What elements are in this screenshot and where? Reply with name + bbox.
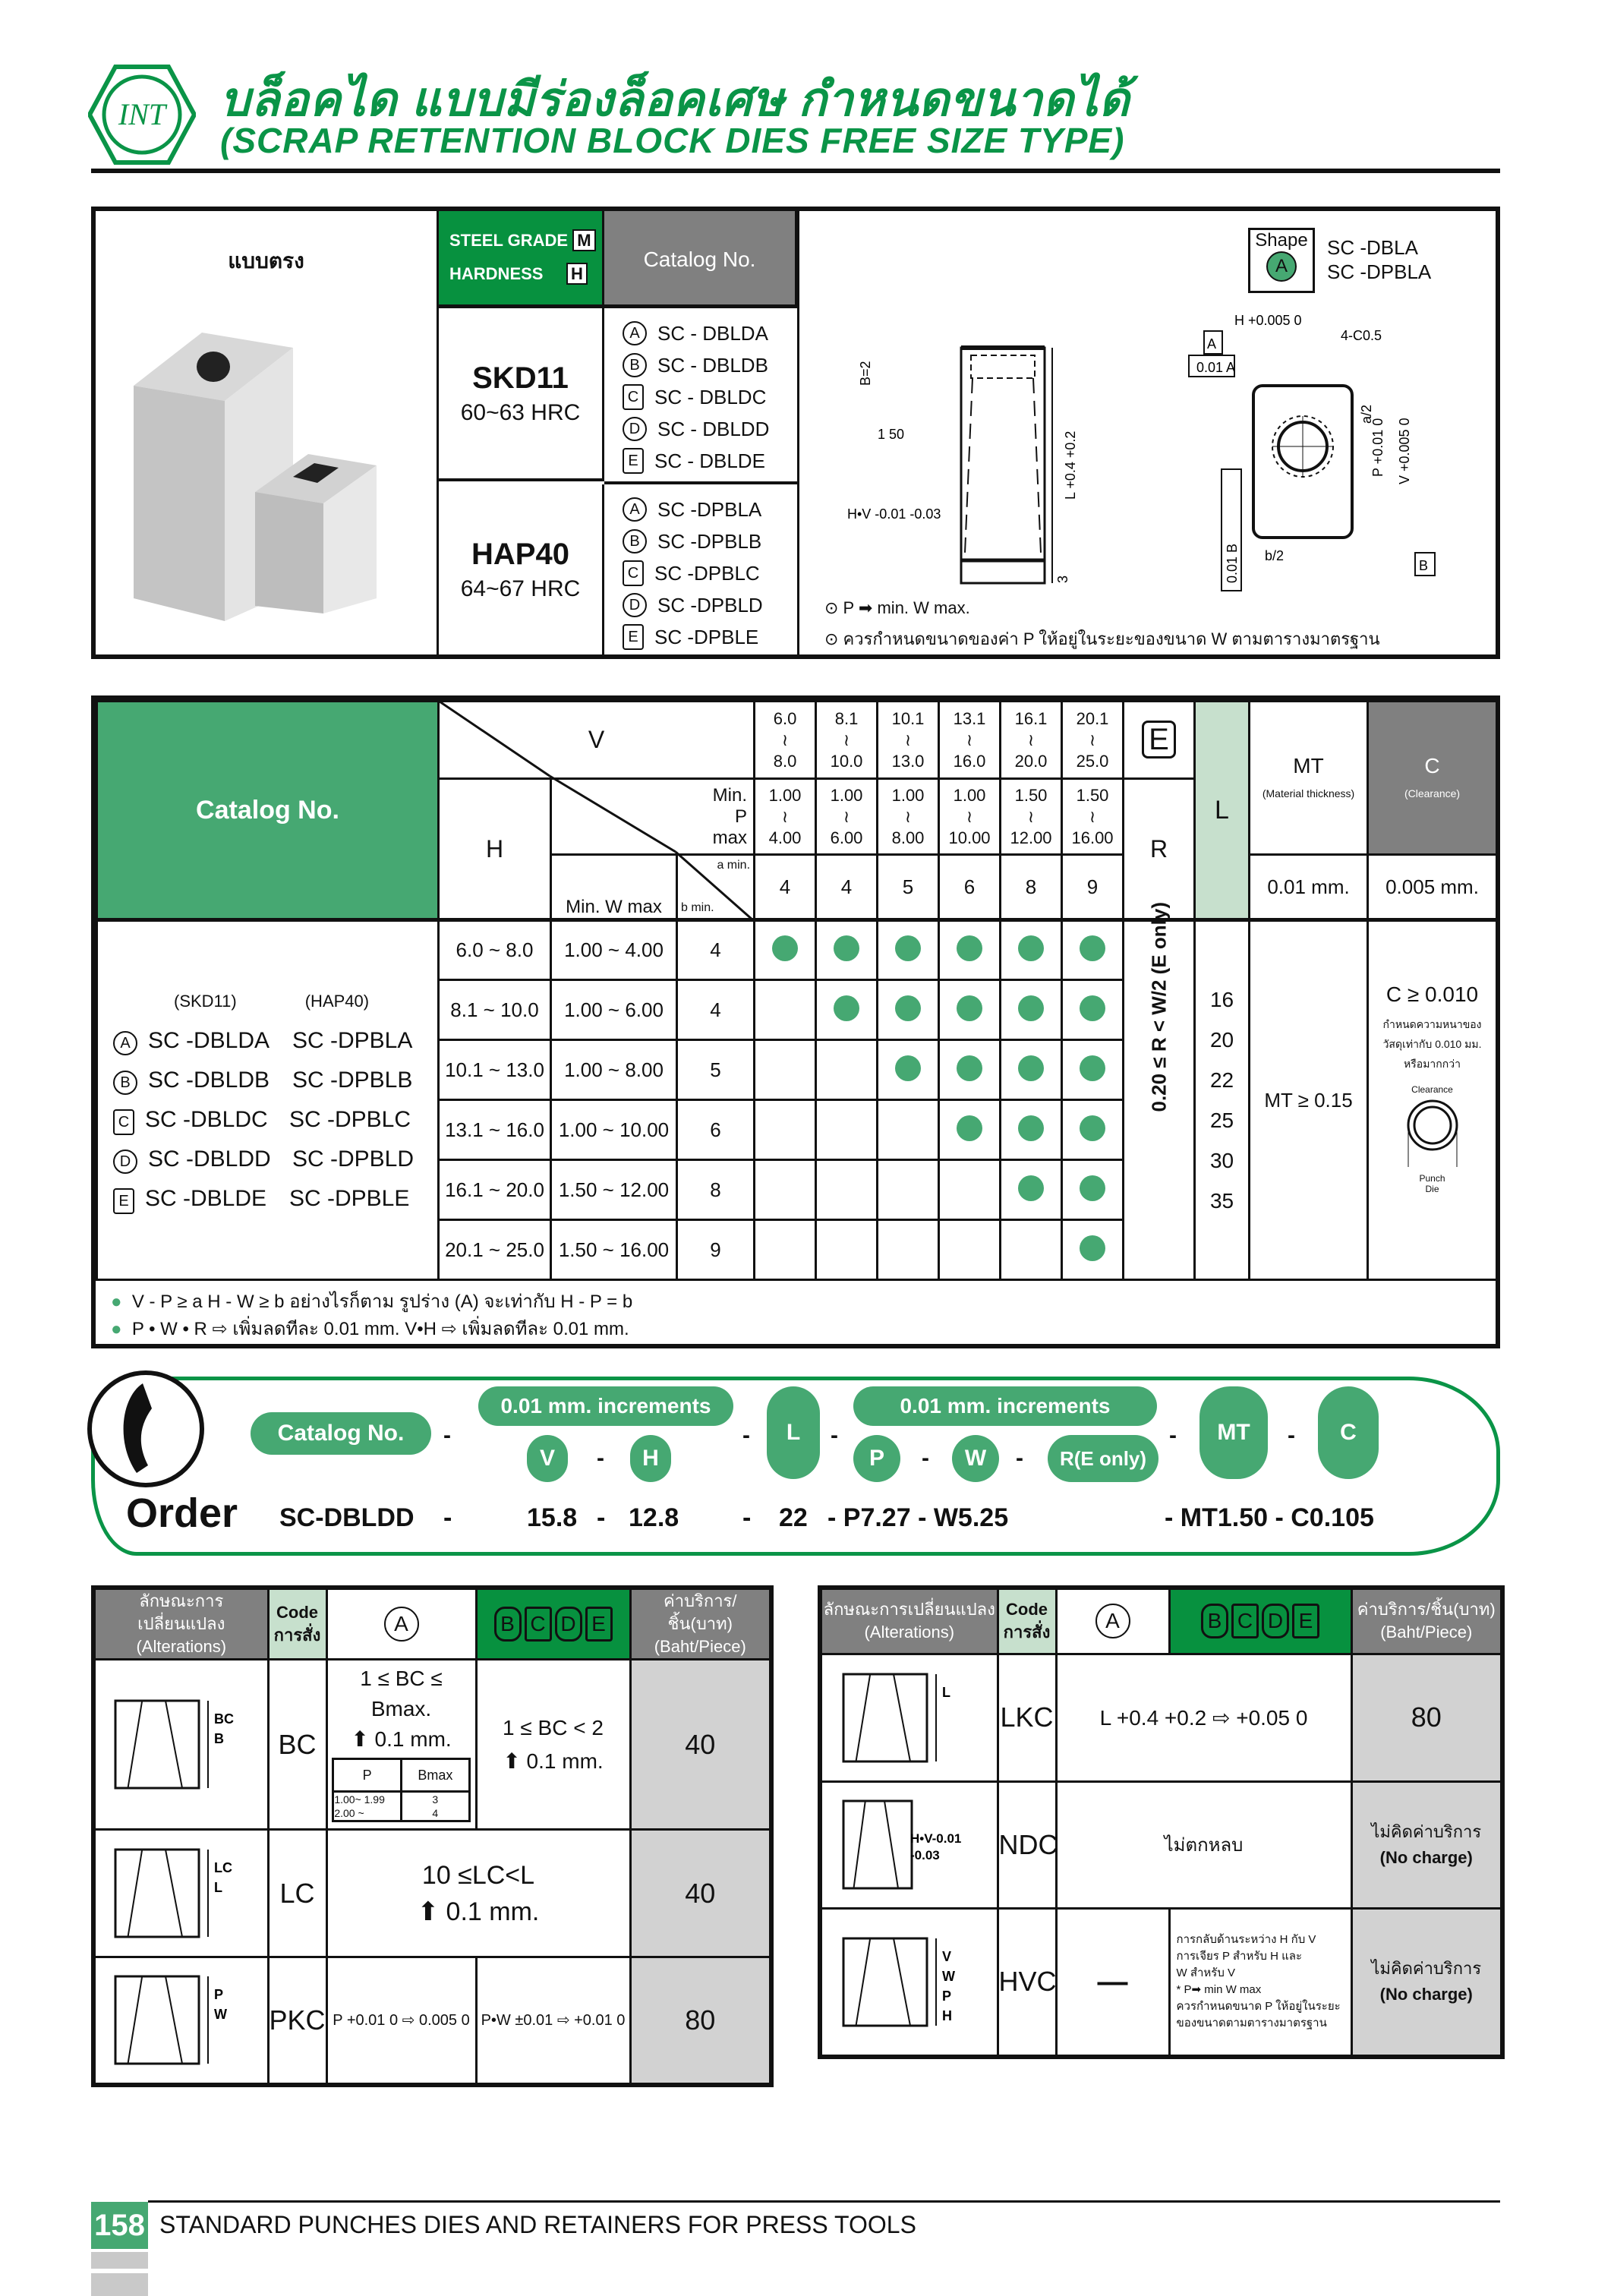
phone-icon: [84, 1367, 209, 1492]
available-dot: [1018, 995, 1044, 1021]
c-rule: C ≥ 0.010 กำหนดความหนาของ วัสดุเท่ากับ 0.010 มม. หรือมากกว่า Clearance Punch Die: [1368, 920, 1497, 1280]
availability-cell: [755, 1100, 816, 1160]
b-min-value: 4: [677, 920, 755, 980]
hvc-bcde-rule: การกลับด้านระหว่าง H กับ V การเจียร P สำหรับ H และ W สำหรับ V * P➡ min W max ควรกำหนดขนาด P ให้อยู่ในระยะ ของขนาดตามตารางมาตรฐาน: [1169, 1908, 1351, 2057]
price-ndc: ไม่คิดค่าบริการ (No charge): [1351, 1781, 1502, 1908]
a-min-value: 4: [816, 855, 878, 920]
availability-cell: [1001, 1100, 1062, 1160]
spec-note: ⊙ ควรกำหนดขนาดของค่า P ให้อยู่ในระยะของขนาด W ตามตารางมาตรฐาน: [824, 629, 1380, 648]
available-dot: [1018, 1055, 1044, 1081]
alteration-figure: [109, 1838, 254, 1944]
svg-text:A: A: [1207, 336, 1217, 352]
availability-cell: [878, 1220, 939, 1280]
svg-text:B: B: [1419, 558, 1429, 573]
price-lkc: 80: [1351, 1654, 1502, 1781]
available-dot: [957, 1055, 982, 1081]
pill-catalog: Catalog No.: [251, 1412, 431, 1455]
availability-cell: [878, 1040, 939, 1100]
variant-a-icon: A: [623, 321, 647, 345]
p-header: Min. P max: [551, 779, 755, 855]
alteration-row-ndc: [820, 1781, 1502, 1908]
pill-l: L: [767, 1386, 820, 1479]
v-range: 20.1 ≀ 25.0: [1062, 702, 1124, 779]
alteration-figure: [109, 1965, 254, 2071]
availability-cell: [755, 980, 816, 1040]
p-range: 1.00 ≀ 4.00: [755, 779, 816, 855]
variant-c-icon: C: [113, 1109, 134, 1135]
availability-cell: [1001, 920, 1062, 980]
r-header: R: [1124, 779, 1195, 920]
available-dot: [1018, 935, 1044, 961]
availability-cell: [755, 1220, 816, 1280]
variant-c-icon: C: [623, 384, 644, 410]
catalog-item: C SC -DPBLC: [604, 557, 797, 589]
w-range: 1.00 ~ 8.00: [551, 1040, 677, 1100]
figure-label: P: [941, 1988, 951, 2004]
svg-text:3: 3: [1055, 575, 1070, 583]
variant-a-header: A: [326, 1588, 476, 1660]
availability-cell: [816, 1220, 878, 1280]
code-pkc: PKC: [268, 1957, 326, 2085]
r-rule: 0.20 ≤ R < W/2 (E only): [1124, 920, 1195, 1280]
hvc-a-rule: —: [1056, 1908, 1169, 2057]
spec-note: ⊙ P ➡ min. W max.: [824, 598, 970, 617]
die-block-photo: [118, 295, 422, 629]
availability-cell: [939, 1100, 1001, 1160]
shape-codes: SC -DBLA SC -DPBLA: [1327, 236, 1432, 283]
available-dot: [772, 935, 798, 961]
svg-text:1 50: 1 50: [878, 427, 905, 442]
svg-text:V +0.005 0: V +0.005 0: [1397, 418, 1412, 484]
svg-text:L +0.4 +0.2: L +0.4 +0.2: [1063, 430, 1078, 500]
variant-bcde-header: B C D E: [1169, 1588, 1351, 1654]
catalog-item: D SC - DBLDD: [604, 413, 797, 445]
b-min-value: 8: [677, 1160, 755, 1220]
mt-rule: MT ≥ 0.15: [1250, 920, 1368, 1280]
v-range: 16.1 ≀ 20.0: [1001, 702, 1062, 779]
h-range: 20.1 ~ 25.0: [439, 1220, 551, 1280]
pill-c: C: [1318, 1386, 1379, 1479]
pkc-bcde-rule: P•W ±0.01 ⇨ +0.01 0: [476, 1957, 630, 2085]
availability-cell: [939, 1040, 1001, 1100]
svg-text:4-C0.5: 4-C0.5: [1341, 328, 1382, 343]
figure-label: W: [213, 2007, 227, 2023]
availability-cell: [939, 1160, 1001, 1220]
alterations-table-left: [91, 1585, 774, 2087]
grade-hap40: HAP40 64~67 HRC: [439, 484, 604, 658]
available-dot: [1080, 1235, 1105, 1261]
header-diagonals: [437, 700, 753, 920]
l-values: 16 20 22 25 30 35: [1195, 920, 1250, 1280]
alteration-figure: [109, 1689, 254, 1796]
p-range: 1.50 ≀ 16.00: [1062, 779, 1124, 855]
variant-a-icon: A: [623, 497, 647, 522]
v-header: V: [439, 702, 755, 779]
available-dot: [895, 1055, 921, 1081]
order-example-pw: - P7.27 - W5.25: [827, 1503, 1009, 1532]
alteration-row-hvc: [820, 1908, 1502, 2057]
availability-cell: [816, 920, 878, 980]
variant-bcde-header: B C D E: [476, 1588, 630, 1660]
v-range: 8.1 ≀ 10.0: [816, 702, 878, 779]
available-dot: [957, 935, 982, 961]
figure-label: -0.03: [909, 1848, 940, 1862]
figure-label: BC: [213, 1711, 234, 1727]
alteration-figure: [837, 1790, 982, 1896]
pill-increments-vh: 0.01 mm. increments: [478, 1386, 733, 1426]
w-range: 1.50 ~ 16.00: [551, 1220, 677, 1280]
h-range: 10.1 ~ 13.0: [439, 1040, 551, 1100]
variant-b-icon: B: [623, 529, 647, 554]
catalog-item: E SC -DPBLE: [604, 621, 797, 653]
availability-cell: [755, 920, 816, 980]
catalog-code-row: E SC -DBLDE SC -DPBLE: [113, 1179, 437, 1219]
available-dot: [834, 935, 859, 961]
price-hvc: ไม่คิดค่าบริการ (No charge): [1351, 1908, 1502, 2057]
available-dot: [957, 1115, 982, 1141]
alteration-row-bc: [93, 1660, 771, 1830]
a-min-value: 8: [1001, 855, 1062, 920]
bc-a-rule: 1 ≤ BC ≤ Bmax. ⬆ 0.1 mm. P Bmax 1.00~ 1.99 2.00 ~ 3 4: [326, 1660, 476, 1830]
figure-label: L: [213, 1880, 222, 1895]
catalog-codes: (SKD11) (HAP40) A SC -DBLDA SC -DPBLA B SC -DBLDB SC -DPBLB C SC -DBLDC SC -DPBLC D SC -DBLDD SC -DPBLD E SC -DBLDE SC -DPBLE: [97, 920, 439, 1280]
code-bc: BC: [268, 1660, 326, 1830]
figure-label: B: [213, 1731, 224, 1746]
code-lc: LC: [268, 1830, 326, 1957]
catalog-code-row: B SC -DBLDB SC -DPBLB: [113, 1061, 437, 1100]
pkc-a-rule: P +0.01 0 ⇨ 0.005 0: [326, 1957, 476, 2085]
variant-d-icon: D: [623, 417, 647, 441]
h-range: 13.1 ~ 16.0: [439, 1100, 551, 1160]
grade-skd11: SKD11 60~63 HRC: [439, 308, 604, 481]
b-min-value: 5: [677, 1040, 755, 1100]
order-example-h: 12.8: [629, 1503, 679, 1532]
variant-d-icon: D: [623, 593, 647, 617]
available-dot: [1080, 1055, 1105, 1081]
l-header: L: [1195, 702, 1250, 920]
availability-cell: [1062, 1100, 1124, 1160]
availability-cell: [878, 1160, 939, 1220]
svg-text:P +0.01 0: P +0.01 0: [1370, 418, 1385, 477]
pill-p: P: [853, 1435, 900, 1482]
availability-cell: [939, 980, 1001, 1040]
variant-a-icon: A: [113, 1031, 137, 1055]
availability-cell: [1001, 1040, 1062, 1100]
variant-a-header: A: [1056, 1588, 1169, 1654]
a-min-value: 4: [755, 855, 816, 920]
availability-cell: [1062, 1220, 1124, 1280]
figure-label: H: [941, 2007, 952, 2023]
c-header: C (Clearance): [1368, 702, 1497, 855]
int-logo: [88, 64, 196, 166]
availability-cell: [1062, 980, 1124, 1040]
svg-text:H•V -0.01 -0.03: H•V -0.01 -0.03: [847, 506, 941, 522]
svg-text:B=2: B=2: [858, 361, 873, 386]
a-min-value: 5: [878, 855, 939, 920]
catalog-no-header: Catalog No.: [97, 702, 439, 920]
pill-increments-pwr: 0.01 mm. increments: [853, 1386, 1157, 1426]
alteration-row-pkc: [93, 1957, 771, 2085]
e-key: E: [1124, 702, 1195, 779]
figure-label: H•V-0.01: [909, 1831, 962, 1846]
availability-cell: [878, 980, 939, 1040]
catalog-item: E SC - DBLDE: [604, 445, 797, 477]
alterations-table-right: [818, 1585, 1505, 2059]
availability-cell: [1062, 1160, 1124, 1220]
catalog-header: Catalog No.: [604, 211, 797, 308]
available-dot: [1080, 935, 1105, 961]
page-title-english: (SCRAP RETENTION BLOCK DIES FREE SIZE TYPE): [220, 121, 1125, 160]
order-label: Order: [126, 1490, 238, 1536]
ab-header: a min. b min.: [677, 855, 755, 920]
alteration-row-lkc: [820, 1654, 1502, 1781]
available-dot: [1018, 1175, 1044, 1201]
w-range: 1.00 ~ 6.00: [551, 980, 677, 1040]
catalog-item: D SC -DPBLD: [604, 589, 797, 621]
svg-text:INT: INT: [118, 97, 166, 131]
w-header: Min. W max: [551, 855, 677, 920]
technical-drawing: [824, 302, 1508, 606]
availability-cell: [755, 1040, 816, 1100]
lkc-rule: L +0.4 +0.2 ⇨ +0.05 0: [1056, 1654, 1351, 1781]
available-dot: [895, 935, 921, 961]
availability-cell: [878, 920, 939, 980]
v-range: 6.0 ≀ 8.0: [755, 702, 816, 779]
catalog-code-row: D SC -DBLDD SC -DPBLD: [113, 1140, 437, 1179]
available-dot: [834, 995, 859, 1021]
code-ndc: NDC: [998, 1781, 1056, 1908]
alteration-row-lc: [93, 1830, 771, 1957]
lc-rule: 10 ≤LC<L ⬆ 0.1 mm.: [326, 1830, 630, 1957]
figure-label: P: [213, 1987, 223, 2003]
alteration-figure: [837, 1663, 982, 1769]
header-divider: [91, 169, 1500, 173]
available-dot: [957, 995, 982, 1021]
a-min-value: 6: [939, 855, 1001, 920]
p-range: 1.00 ≀ 10.00: [939, 779, 1001, 855]
spec-section: [91, 207, 1500, 659]
price-lc: 40: [630, 1830, 771, 1957]
catalog-item: B SC - DBLDB: [604, 349, 797, 381]
code-lkc: LKC: [998, 1654, 1056, 1781]
pill-r: R(E only): [1048, 1435, 1158, 1482]
b-min-value: 6: [677, 1100, 755, 1160]
availability-cell: [816, 1040, 878, 1100]
availability-cell: [1001, 1160, 1062, 1220]
pill-h: H: [630, 1435, 671, 1482]
price-pkc: 80: [630, 1957, 771, 2085]
alterations-header: ลักษณะการเปลี่ยนแปลง (Alterations): [93, 1588, 268, 1660]
w-range: 1.00 ~ 10.00: [551, 1100, 677, 1160]
variant-d-icon: D: [113, 1150, 137, 1174]
price-bc: 40: [630, 1660, 771, 1830]
ndc-rule: ไม่ตกหลบ: [1056, 1781, 1351, 1908]
availability-cell: [939, 1220, 1001, 1280]
a-min-value: 9: [1062, 855, 1124, 920]
mt-unit: 0.01 mm.: [1250, 855, 1368, 920]
pill-mt: MT: [1199, 1386, 1268, 1479]
b-min-value: 9: [677, 1220, 755, 1280]
order-example-v: 15.8: [527, 1503, 578, 1532]
shape-indicator: Shape A: [1248, 228, 1315, 293]
matrix-notes: ● V - P ≥ a H - W ≥ b อย่างไรก็ตาม รูปร่าง (A) จะเท่ากับ H - P = b ● P • W • R ⇨ เพิ่มลดทีละ 0.01 mm. V•H ⇨ เพิ่มลดทีละ 0.01 mm.: [96, 1279, 1496, 1348]
w-range: 1.00 ~ 4.00: [551, 920, 677, 980]
availability-cell: [816, 1160, 878, 1220]
variant-c-icon: C: [623, 560, 644, 586]
availability-cell: [939, 920, 1001, 980]
b-min-value: 4: [677, 980, 755, 1040]
availability-cell: [816, 1100, 878, 1160]
availability-cell: [878, 1100, 939, 1160]
p-range: 1.00 ≀ 6.00: [816, 779, 878, 855]
svg-text:0.01 B: 0.01 B: [1225, 543, 1240, 583]
catalog-item: A SC - DBLDA: [604, 317, 797, 349]
c-unit: 0.005 mm.: [1368, 855, 1497, 920]
mt-header: MT (Material thickness): [1250, 702, 1368, 855]
page-title-thai: บล็อคได แบบมีร่องล็อคเศษ กำหนดขนาดได้: [220, 74, 1130, 126]
svg-text:b/2: b/2: [1265, 548, 1285, 563]
catalog-code-row: A SC -DBLDA SC -DPBLA: [113, 1021, 437, 1061]
product-image-panel: [96, 211, 439, 654]
variant-e-icon: E: [623, 448, 644, 474]
code-header: Code การสั่ง: [998, 1588, 1056, 1654]
available-dot: [1080, 995, 1105, 1021]
svg-text:0.01 A: 0.01 A: [1196, 360, 1236, 375]
image-label: แบบตรง: [228, 249, 304, 273]
availability-cell: [1001, 980, 1062, 1040]
availability-cell: [1062, 1040, 1124, 1100]
available-dot: [1018, 1115, 1044, 1141]
available-dot: [1080, 1175, 1105, 1201]
steel-grade-header: STEEL GRADE M HARDNESS H: [439, 211, 604, 308]
price-header: ค่าบริการ/ชิ้น(บาท) (Baht/Piece): [1351, 1588, 1502, 1654]
pill-v: V: [527, 1435, 568, 1482]
w-range: 1.50 ~ 12.00: [551, 1160, 677, 1220]
catalog-code-row: C SC -DBLDC SC -DPBLC: [113, 1100, 437, 1140]
price-header: ค่าบริการ/ชิ้น(บาท) (Baht/Piece): [630, 1588, 771, 1660]
alterations-header: ลักษณะการเปลี่ยนแปลง (Alterations): [820, 1588, 998, 1654]
code-hvc: HVC: [998, 1908, 1056, 2057]
variant-e-icon: E: [623, 624, 644, 650]
catalog-item: B SC -DPBLB: [604, 525, 797, 557]
catalog-item: A SC -DPBLA: [604, 494, 797, 525]
p-range: 1.50 ≀ 12.00: [1001, 779, 1062, 855]
figure-label: LC: [213, 1860, 232, 1875]
matrix-row: [97, 920, 1497, 980]
availability-cell: [1062, 920, 1124, 980]
clearance-diagram-icon: [1402, 1095, 1463, 1171]
h-range: 8.1 ~ 10.0: [439, 980, 551, 1040]
page-number: 158: [91, 2202, 148, 2249]
availability-cell: [755, 1160, 816, 1220]
catalog-item: C SC - DBLDC: [604, 381, 797, 413]
p-range: 1.00 ≀ 8.00: [878, 779, 939, 855]
h-range: 16.1 ~ 20.0: [439, 1160, 551, 1220]
availability-cell: [1001, 1220, 1062, 1280]
figure-label: V: [941, 1948, 951, 1964]
variant-e-icon: E: [113, 1188, 134, 1214]
alteration-figure: [837, 1927, 982, 2033]
order-example-l: 22: [779, 1503, 808, 1532]
figure-label: L: [941, 1684, 950, 1700]
available-dot: [1080, 1115, 1105, 1141]
h-range: 6.0 ~ 8.0: [439, 920, 551, 980]
figure-label: W: [941, 1968, 955, 1984]
order-example-mt-c: - MT1.50 - C0.105: [1165, 1503, 1374, 1532]
available-dot: [895, 995, 921, 1021]
h-header: H: [439, 779, 551, 920]
v-range: 10.1 ≀ 13.0: [878, 702, 939, 779]
bc-bcde-rule: 1 ≤ BC < 2 ⬆ 0.1 mm.: [476, 1660, 630, 1830]
v-range: 13.1 ≀ 16.0: [939, 702, 1001, 779]
pill-w: W: [952, 1435, 999, 1482]
variant-b-icon: B: [113, 1071, 137, 1095]
footer-text: STANDARD PUNCHES DIES AND RETAINERS FOR PRESS TOOLS: [159, 2211, 916, 2238]
availability-cell: [816, 980, 878, 1040]
code-header: Code การสั่ง: [268, 1588, 326, 1660]
size-matrix: [91, 695, 1500, 1348]
order-example-catalog: SC-DBLDD: [279, 1503, 415, 1532]
svg-text:H +0.005 0: H +0.005 0: [1234, 313, 1302, 328]
variant-b-icon: B: [623, 353, 647, 377]
svg-text:a/2: a/2: [1359, 404, 1374, 424]
